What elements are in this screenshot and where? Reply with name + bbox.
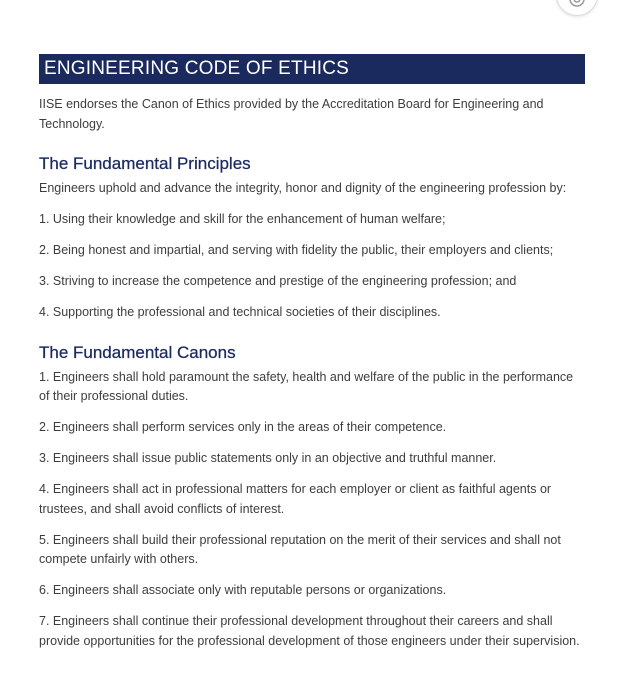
- principles-list: [39, 210, 585, 323]
- principle-item-4: 4. Supporting the professional and technical societies of their disciplines.: [39, 305, 441, 319]
- principle-item-2: 2. Being honest and impartial, and serving with fidelity the public, their employers and clients;: [39, 243, 554, 257]
- settings-icon: [567, 0, 587, 9]
- canons-heading: The Fundamental Canons: [39, 342, 236, 362]
- principles-heading: The Fundamental Principles: [39, 154, 251, 173]
- canon-item-6: 6. Engineers shall associate only with reputable persons or organizations.: [39, 583, 447, 597]
- canon-item-4: 4. Engineers shall act in professional matters for each employer or client as faithful agents or trustees, and shall avoid conflicts of interest.: [39, 482, 552, 516]
- principle-item-3: 3. Striving to increase the competence and prestige of the engineering profession; and: [39, 274, 517, 288]
- fundamental-canons-section: [39, 342, 585, 652]
- ethics-article: [39, 54, 585, 651]
- canon-item-3: 3. Engineers shall issue public statements only in an objective and truthful manner.: [39, 451, 497, 465]
- principles-lead: Engineers uphold and advance the integrity, honor and dignity of the engineering profession by:: [39, 181, 567, 195]
- canon-item-5: 5. Engineers shall build their professional reputation on the merit of their services and shall not compete unfairly with others.: [39, 532, 561, 566]
- canon-item-7: 7. Engineers shall continue their professional development throughout their careers and shall provide opportunities for the professional development of those engineers under their supervision.: [39, 614, 580, 648]
- floating-action-button[interactable]: [556, 0, 598, 16]
- canons-list: [39, 368, 585, 652]
- page-title-banner: ENGINEERING CODE OF ETHICS: [39, 54, 585, 84]
- fundamental-principles-section: [39, 153, 585, 323]
- intro-paragraph: IISE endorses the Canon of Ethics provided by the Accreditation Board for Engineering and Technology.: [39, 97, 544, 131]
- principle-item-1: 1. Using their knowledge and skill for the enhancement of human welfare;: [39, 212, 446, 226]
- canon-item-1: 1. Engineers shall hold paramount the safety, health and welfare of the public in the performance of their professional duties.: [39, 369, 574, 403]
- canon-item-2: 2. Engineers shall perform services only in the areas of their competence.: [39, 420, 447, 434]
